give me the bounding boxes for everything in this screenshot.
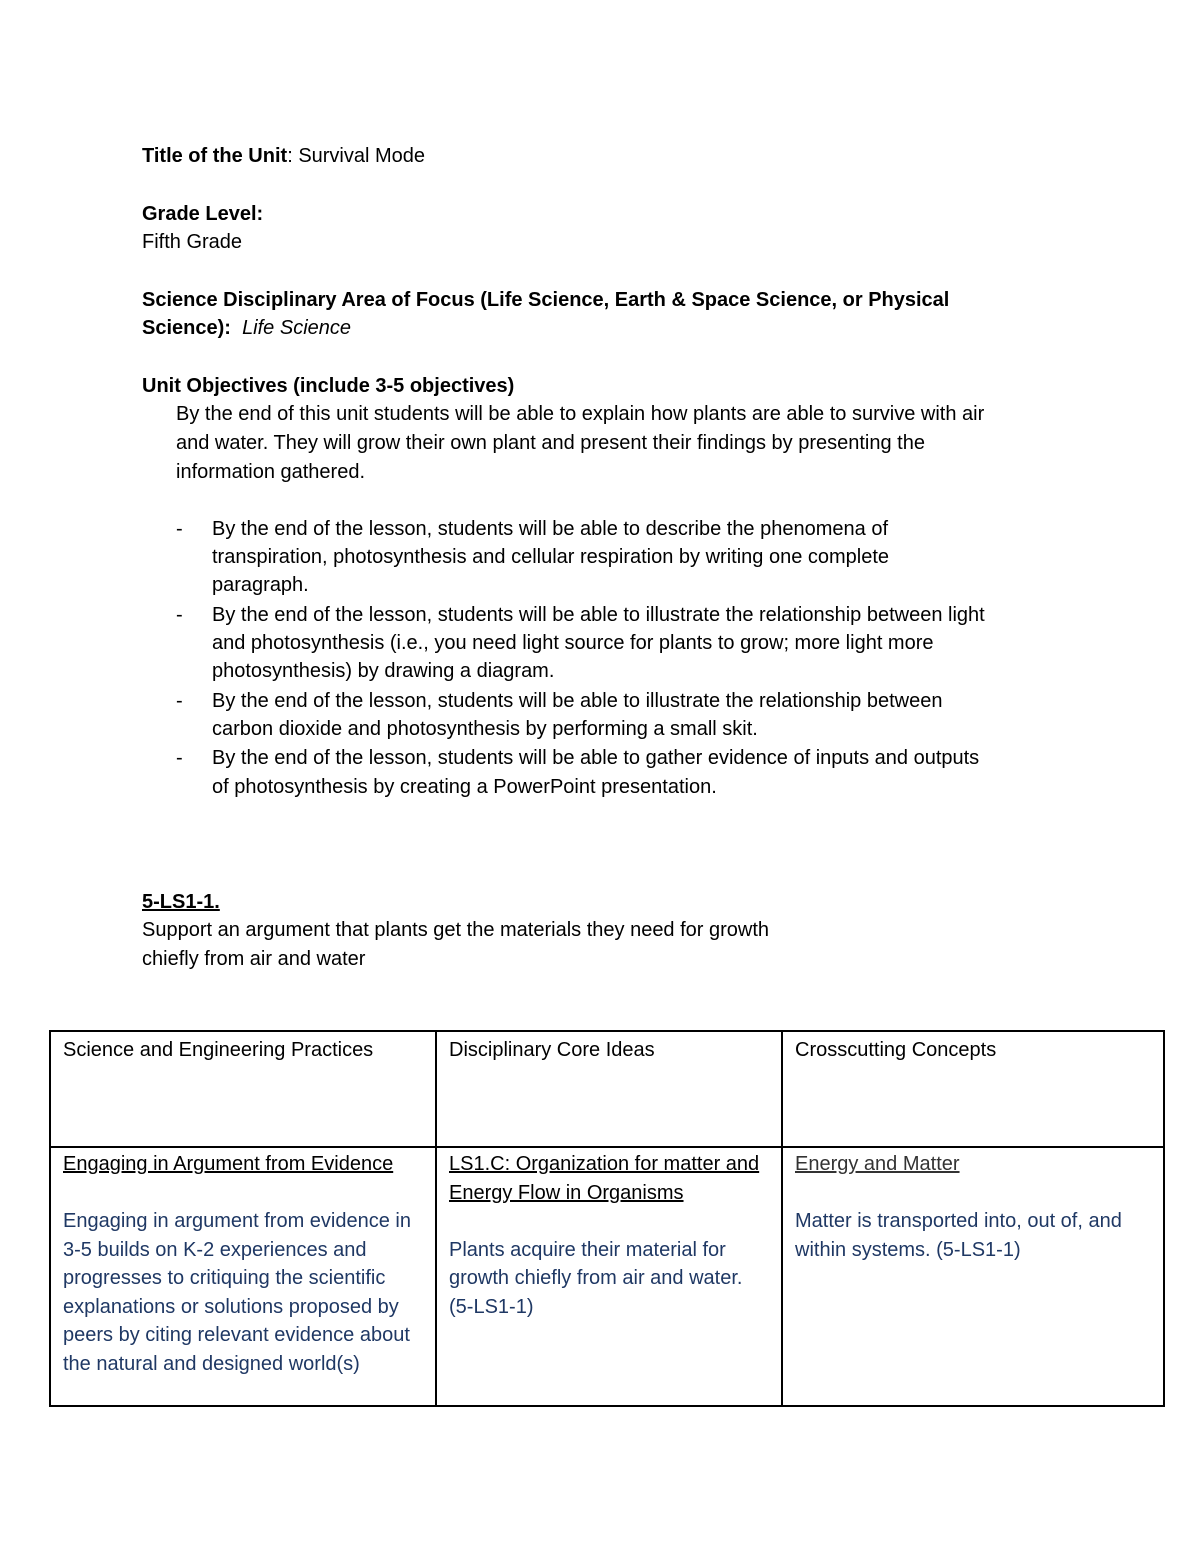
header-crosscutting: Crosscutting Concepts — [782, 1031, 1164, 1147]
table-body-row — [50, 1147, 1164, 1406]
core-ideas-body: Plants acquire their material for growth chiefly from air and water. (5-LS1-1) — [449, 1238, 743, 1318]
grade-level-label: Grade Level: — [142, 203, 264, 225]
objectives-heading: Unit Objectives (include 3-5 objectives) — [142, 375, 515, 397]
objective-4-line-2: of photosynthesis by creating a PowerPoint presentation. — [212, 776, 717, 798]
unit-title-label: Title of the Unit — [142, 145, 288, 167]
practices-body: Engaging in argument from evidence in 3-5 builds on K-2 experiences and progresses to critiquing the scientific explanations or solutions proposed by peers by citing relevant evidence about the natural and designed world(s) — [63, 1210, 411, 1375]
objectives-intro-line-2: and water. They will grow their own plant and present their findings by presenting the — [176, 432, 925, 454]
bullet-marker: - — [176, 747, 183, 769]
objective-1-line-2: transpiration, photosynthesis and cellular respiration by writing one complete — [212, 546, 890, 568]
header-core-ideas: Disciplinary Core Ideas — [436, 1031, 782, 1147]
practices-title-link[interactable]: Engaging in Argument from Evidence — [63, 1153, 394, 1175]
crosscutting-cell — [782, 1147, 1164, 1406]
objective-2-line-1: By the end of the lesson, students will be able to illustrate the relationship between light — [212, 604, 985, 626]
standard-text-line-2: chiefly from air and water — [142, 948, 366, 970]
objectives-intro-line-3: information gathered. — [176, 461, 366, 483]
objective-3-line-2: carbon dioxide and photosynthesis by performing a small skit. — [212, 718, 758, 740]
header-practices: Science and Engineering Practices — [50, 1031, 436, 1147]
unit-title-line — [142, 142, 425, 170]
bullet-marker: - — [176, 604, 183, 626]
bullet-marker: - — [176, 518, 183, 540]
grade-level-value: Fifth Grade — [142, 231, 243, 253]
practices-cell — [50, 1147, 436, 1406]
objectives-intro-line-1: By the end of this unit students will be able to explain how plants are able to survive with air — [176, 403, 985, 425]
objective-1-line-1: By the end of the lesson, students will be able to describe the phenomena of — [212, 518, 888, 540]
standard-text-line-1: Support an argument that plants get the materials they need for growth — [142, 919, 770, 941]
standards-table — [49, 1030, 1165, 1407]
crosscutting-body: Matter is transported into, out of, and within systems. (5-LS1-1) — [795, 1210, 1122, 1261]
objective-3-line-1: By the end of the lesson, students will be able to illustrate the relationship between — [212, 690, 943, 712]
objective-2-line-3: photosynthesis) by drawing a diagram. — [212, 660, 555, 682]
core-ideas-cell — [436, 1147, 782, 1406]
table-header-row — [50, 1031, 1164, 1147]
unit-title-value: Survival Mode — [298, 145, 426, 167]
unit-title-sep: : — [287, 145, 299, 167]
objective-4-line-1: By the end of the lesson, students will be able to gather evidence of inputs and outputs — [212, 747, 980, 769]
area-of-focus-value: Life Science — [242, 317, 352, 339]
standard-code: 5-LS1-1. — [142, 891, 220, 913]
area-of-focus-line2 — [142, 314, 351, 342]
area-of-focus-label-line1: Science Disciplinary Area of Focus (Life Science, Earth & Space Science, or Physical — [142, 289, 950, 311]
area-of-focus-label-line2: Science): — [142, 317, 231, 339]
core-ideas-title-link[interactable]: LS1.C: Organization for matter and Energy Flow in Organisms — [449, 1153, 760, 1204]
objective-1-line-3: paragraph. — [212, 574, 309, 596]
bullet-marker: - — [176, 690, 183, 712]
crosscutting-title-link[interactable]: Energy and Matter — [795, 1153, 960, 1175]
objective-2-line-2: and photosynthesis (i.e., you need light source for plants to grow; more light more — [212, 632, 934, 654]
